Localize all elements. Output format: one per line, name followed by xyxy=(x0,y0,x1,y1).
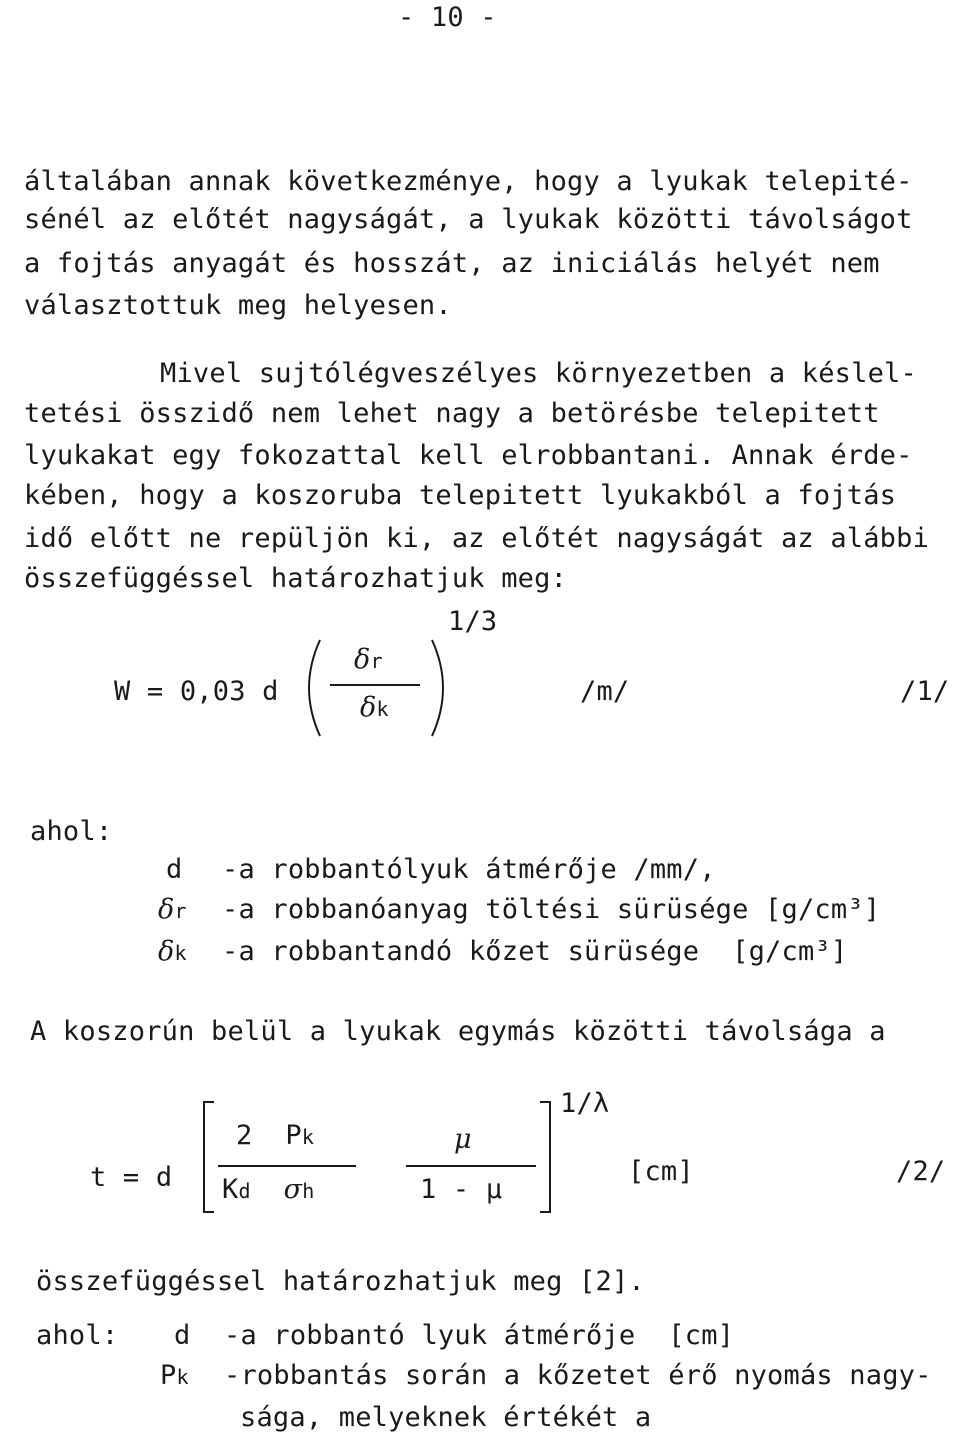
para1-line-1: általában annak következménye, hogy a lyukak telepité- xyxy=(24,166,913,197)
page-number: - 10 - xyxy=(398,2,497,33)
eq2-unit: [cm] xyxy=(628,1156,694,1187)
para2-line-5: idő előtt ne repüljön ki, az előtét nagyságát az alábbi xyxy=(24,523,930,554)
where1-text-1: -a robbantólyuk átmérője /mm/, xyxy=(222,854,716,885)
eq1-unit: /m/ xyxy=(580,676,630,707)
where2-text-2: -robbantás során a kőzetet érő nyomás nagy- xyxy=(224,1360,932,1391)
where1-sym-2: δr xyxy=(158,894,187,925)
eq2-lhs: t = d xyxy=(90,1162,173,1193)
eq2-frac2-numerator: μ xyxy=(454,1124,472,1155)
where2-text-1: -a robbantó lyuk átmérője [cm] xyxy=(224,1320,735,1351)
where1-label: ahol: xyxy=(30,816,113,847)
where2-sym-1: d xyxy=(174,1320,191,1351)
eq2-frac1-denominator: Kd σh xyxy=(222,1174,315,1205)
para4: összefüggéssel határozhatjuk meg [2]. xyxy=(36,1266,645,1297)
eq1-numerator: δr xyxy=(354,644,383,675)
eq1-lhs: W = 0,03 d xyxy=(114,676,279,707)
para2-line-2: tetési összidő nem lehet nagy a betörésbe telepitett xyxy=(24,398,880,429)
para3: A koszorún belül a lyukak egymás közötti távolsága a xyxy=(30,1016,886,1047)
para2-line-3: lyukakat egy fokozattal kell elrobbantani. Annak érde- xyxy=(24,440,913,471)
para1-line-2: sénél az előtét nagyságát, a lyukak közötti távolságot xyxy=(24,204,913,235)
para2-line-4: kében, hogy a koszoruba telepitett lyukakból a fojtás xyxy=(24,480,897,511)
where2-label: ahol: xyxy=(36,1320,119,1351)
para2-line-6: összefüggéssel határozhatjuk meg: xyxy=(24,563,568,594)
eq2-exponent: 1/λ xyxy=(560,1088,610,1119)
eq2-frac2-denominator: 1 - μ xyxy=(420,1174,503,1205)
eq2-frac1-numerator: 2 Pk xyxy=(236,1120,315,1151)
eq1-denominator: δk xyxy=(360,692,389,723)
para1-line-4: választottuk meg helyesen. xyxy=(24,290,452,321)
where2-continuation: sága, melyeknek értékét a xyxy=(240,1402,652,1433)
where1-sym-3: δk xyxy=(158,936,187,967)
eq2-number: /2/ xyxy=(896,1156,946,1187)
para1-line-3: a fojtás anyagát és hosszát, az iniciálás helyét nem xyxy=(24,248,880,279)
para2-line-1: Mivel sujtólégveszélyes környezetben a késlel- xyxy=(160,358,917,389)
where1-text-2: -a robbanóanyag töltési sürüsége [g/cm³] xyxy=(222,894,881,925)
where1-sym-1: d xyxy=(166,854,183,885)
eq1-number: /1/ xyxy=(900,676,950,707)
where2-sym-2: Pk xyxy=(160,1360,189,1391)
where1-text-3: -a robbantandó kőzet sürüsége [g/cm³] xyxy=(222,936,848,967)
eq1-exponent: 1/3 xyxy=(448,606,498,637)
